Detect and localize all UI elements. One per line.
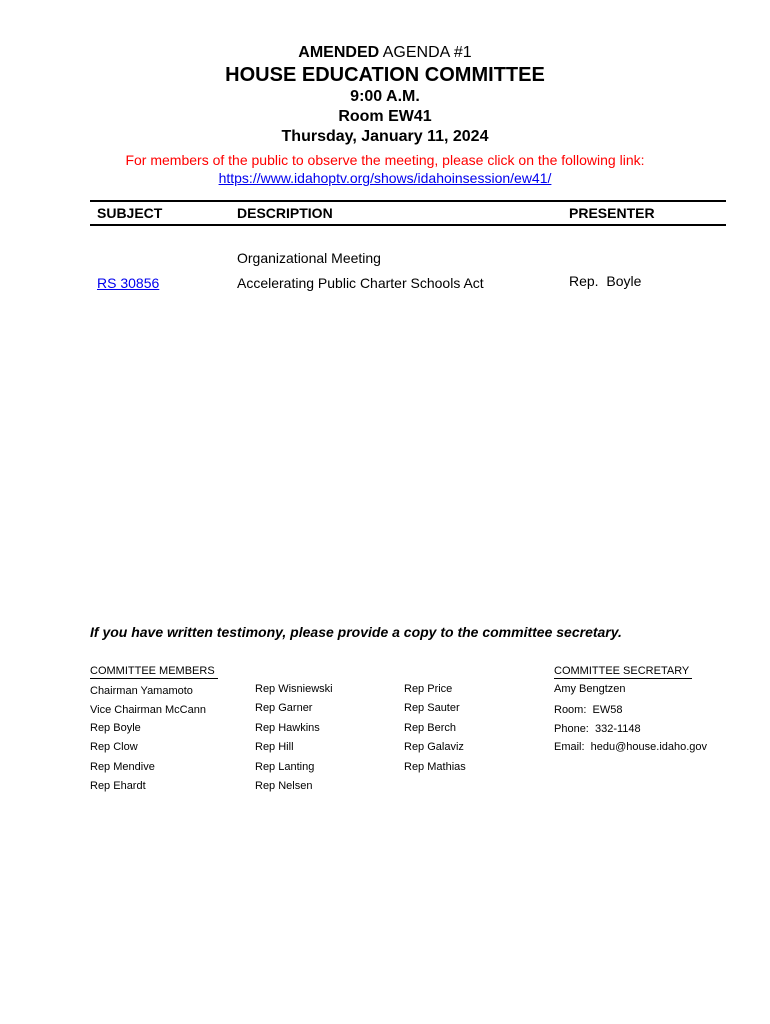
member-col2-6: Rep Nelsen bbox=[255, 780, 313, 792]
subject-header: SUBJECT bbox=[97, 205, 163, 221]
presenter-header: PRESENTER bbox=[569, 205, 655, 221]
agenda-number: AGENDA #1 bbox=[379, 44, 472, 61]
committee-title: HOUSE EDUCATION COMMITTEE bbox=[225, 64, 545, 86]
member-col1-5: Rep Mendive bbox=[90, 761, 155, 773]
table-top-rule bbox=[90, 200, 726, 202]
row-2-presenter: Rep. Boyle bbox=[569, 273, 642, 289]
testimony-note: If you have written testimony, please provide a copy to the committee secretary. bbox=[90, 624, 622, 640]
public-notice: For members of the public to observe the meeting, please click on the following link: bbox=[125, 152, 645, 168]
meeting-room: Room EW41 bbox=[338, 108, 432, 125]
member-col3-5: Rep Mathias bbox=[404, 761, 466, 773]
member-col2-2: Rep Garner bbox=[255, 702, 313, 714]
meeting-time: 9:00 A.M. bbox=[350, 88, 420, 105]
row-1-description: Organizational Meeting bbox=[237, 250, 381, 266]
secretary-room: Room: EW58 bbox=[554, 704, 623, 716]
secretary-phone: Phone: 332-1148 bbox=[554, 723, 641, 735]
member-col1-1: Chairman Yamamoto bbox=[90, 685, 193, 697]
secretary-name: Amy Bengtzen bbox=[554, 683, 626, 695]
member-col2-4: Rep Hill bbox=[255, 741, 294, 753]
description-header: DESCRIPTION bbox=[237, 205, 333, 221]
stream-link-row bbox=[0, 170, 770, 188]
row-2-description: Accelerating Public Charter Schools Act bbox=[237, 275, 484, 291]
member-col1-4: Rep Clow bbox=[90, 741, 138, 753]
member-col1-6: Rep Ehardt bbox=[90, 780, 146, 792]
agenda-heading bbox=[0, 44, 770, 62]
member-col3-4: Rep Galaviz bbox=[404, 741, 464, 753]
meeting-date: Thursday, January 11, 2024 bbox=[281, 128, 489, 145]
member-col1-2: Vice Chairman McCann bbox=[90, 704, 206, 716]
committee-members-heading: COMMITTEE MEMBERS bbox=[90, 665, 218, 679]
table-header-rule bbox=[90, 224, 726, 226]
member-col2-1: Rep Wisniewski bbox=[255, 683, 333, 695]
committee-secretary-heading: COMMITTEE SECRETARY bbox=[554, 665, 692, 679]
member-col3-2: Rep Sauter bbox=[404, 702, 460, 714]
member-col2-3: Rep Hawkins bbox=[255, 722, 320, 734]
member-col3-3: Rep Berch bbox=[404, 722, 456, 734]
secretary-email: Email: hedu@house.idaho.gov bbox=[554, 741, 708, 753]
member-col2-5: Rep Lanting bbox=[255, 761, 315, 773]
rs-30856-link[interactable]: RS 30856 bbox=[97, 275, 160, 291]
stream-link[interactable]: https://www.idahoptv.org/shows/idahoinsession/ew41/ bbox=[218, 170, 552, 186]
amended-label: AMENDED bbox=[298, 44, 380, 61]
member-col3-1: Rep Price bbox=[404, 683, 453, 695]
member-col1-3: Rep Boyle bbox=[90, 722, 141, 734]
